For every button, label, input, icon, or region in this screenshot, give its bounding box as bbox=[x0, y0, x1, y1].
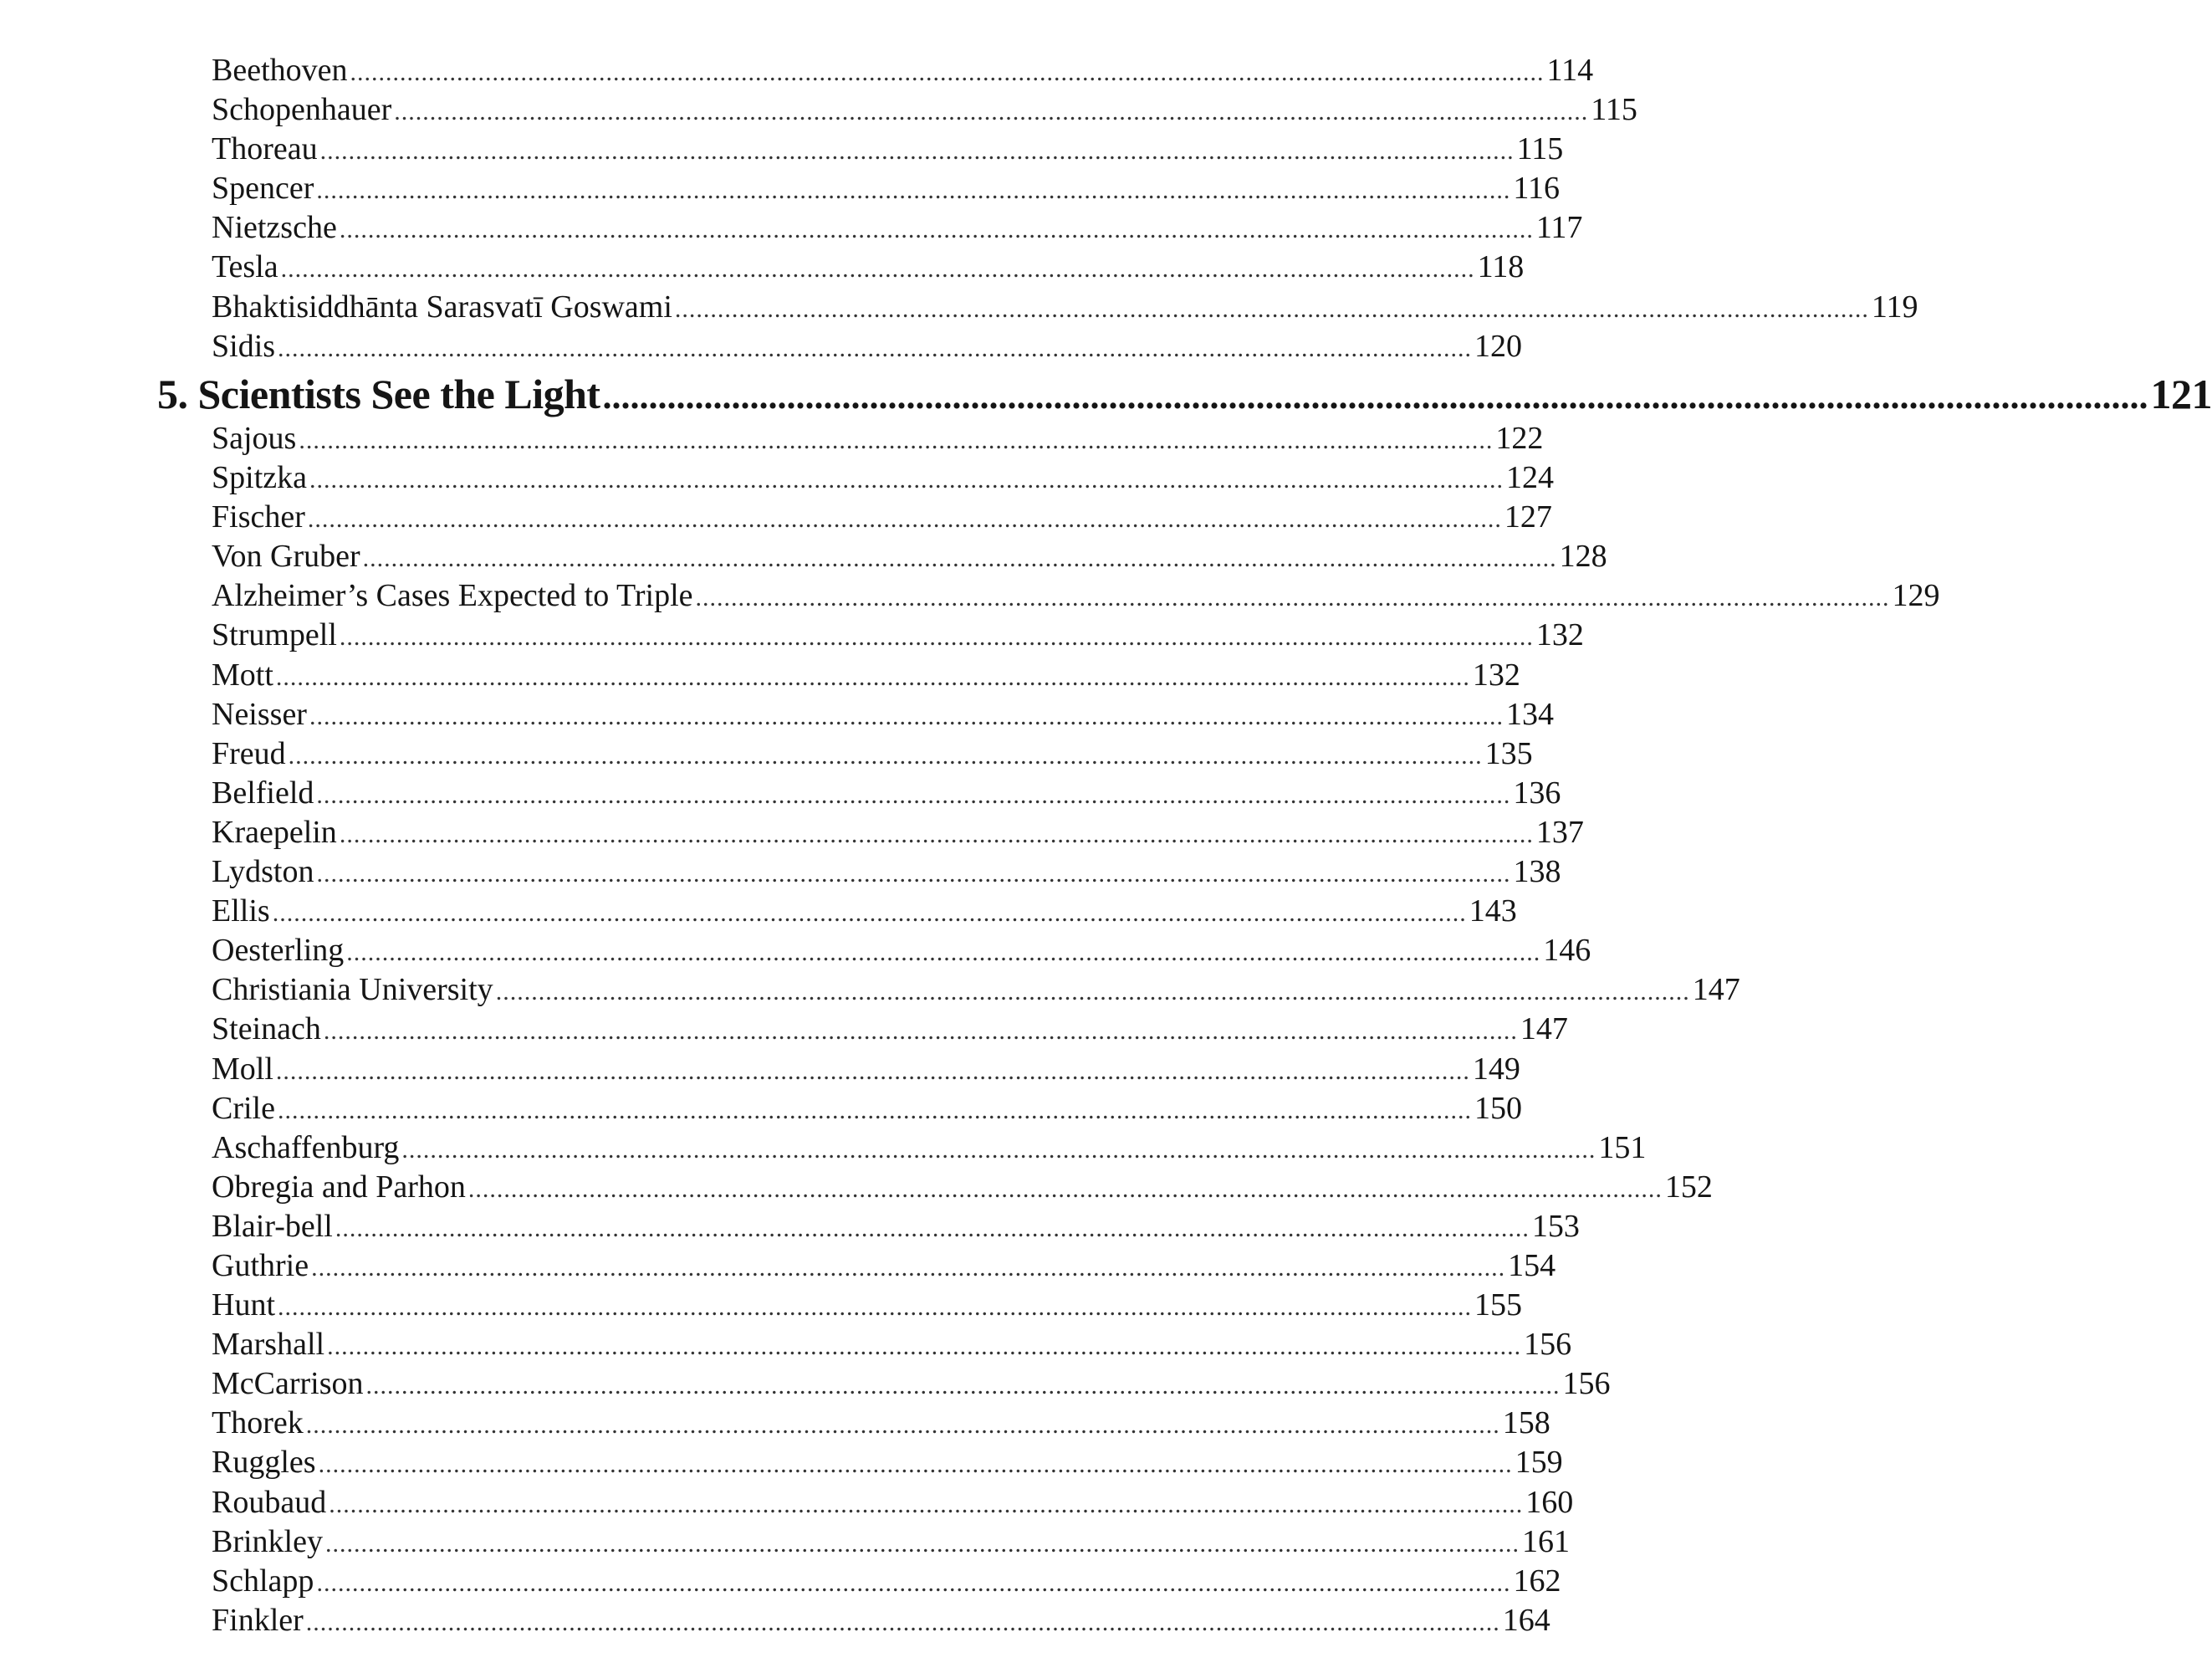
toc-entry[interactable] bbox=[212, 734, 1533, 774]
dot-leader: ........................................................................................................................................................................ bbox=[309, 702, 1504, 730]
toc-entry[interactable] bbox=[212, 458, 1554, 498]
entry-page-number: 132 bbox=[1535, 617, 1584, 653]
dot-leader: ........................................................................................................................................................................ bbox=[288, 741, 1483, 770]
dot-leader: ........................................................................................................................................................................ bbox=[307, 505, 1502, 534]
entry-title: Spencer bbox=[212, 171, 314, 207]
toc-entry[interactable] bbox=[212, 1443, 1563, 1482]
toc-entry[interactable] bbox=[212, 1601, 1550, 1640]
entry-title: Bhaktisiddhānta Sarasvatī Goswami bbox=[212, 289, 672, 325]
entry-page-number: 119 bbox=[1871, 289, 1918, 325]
entry-page-number: 122 bbox=[1495, 421, 1544, 456]
entry-page-number: 160 bbox=[1525, 1484, 1574, 1520]
entry-title: Sidis bbox=[212, 328, 276, 364]
dot-leader: ........................................................................................................................................................................ bbox=[278, 334, 1473, 362]
dot-leader: ........................................................................................................................................................................ bbox=[335, 1214, 1530, 1242]
entry-page-number: 114 bbox=[1546, 53, 1594, 88]
dot-leader: ........................................................................................................................................................................ bbox=[277, 1096, 1472, 1124]
toc-entry[interactable] bbox=[212, 1128, 1647, 1168]
entry-title: Belfield bbox=[212, 775, 314, 811]
entry-page-number: 162 bbox=[1513, 1563, 1561, 1599]
entry-title: Finkler bbox=[212, 1602, 304, 1638]
toc-entry[interactable] bbox=[212, 1089, 1522, 1128]
toc-entry[interactable] bbox=[212, 419, 1544, 458]
dot-leader: ........................................................................................................................................................................ bbox=[324, 1529, 1520, 1558]
entry-page-number: 135 bbox=[1484, 735, 1533, 771]
dot-leader: ........................................................................................................................................................................ bbox=[467, 1174, 1663, 1203]
entry-page-number: 159 bbox=[1515, 1445, 1563, 1481]
dot-leader: ........................................................................................................................................................................ bbox=[272, 899, 1467, 928]
dot-leader: ........................................................................................................................................................................ bbox=[305, 1411, 1500, 1440]
entry-title: Schopenhauer bbox=[212, 92, 392, 128]
entry-page-number: 124 bbox=[1505, 460, 1554, 496]
entry-title: Von Gruber bbox=[212, 539, 360, 575]
entry-title: Spitzka bbox=[212, 460, 307, 496]
toc-entry[interactable] bbox=[212, 288, 1918, 327]
toc-entry[interactable] bbox=[212, 208, 1583, 248]
entry-page-number: 155 bbox=[1474, 1287, 1522, 1323]
chapter-heading[interactable] bbox=[157, 366, 2212, 422]
entry-page-number: 128 bbox=[1559, 539, 1607, 575]
toc-entry[interactable] bbox=[212, 90, 1637, 130]
entry-page-number: 138 bbox=[1513, 854, 1561, 890]
entry-title: Oesterling bbox=[212, 933, 345, 969]
entry-page-number: 115 bbox=[1591, 92, 1637, 128]
dot-leader: ........................................................................................................................................................................ bbox=[674, 294, 1869, 323]
dot-leader: ........................................................................................................................................................................ bbox=[339, 623, 1534, 652]
entry-page-number: 115 bbox=[1516, 131, 1564, 167]
dot-leader: ........................................................................................................................................................................ bbox=[394, 98, 1589, 126]
dot-leader: ........................................................................................................................................................................ bbox=[327, 1333, 1522, 1361]
dot-leader: ........................................................................................................................................................................ bbox=[275, 663, 1470, 691]
entry-title: Hunt bbox=[212, 1287, 275, 1323]
dot-leader: ........................................................................................................................................................................ bbox=[401, 1135, 1596, 1164]
entry-title: Blair-bell bbox=[212, 1208, 333, 1244]
dot-leader: ........................................................................................................................................................................ bbox=[323, 1017, 1518, 1046]
toc-entry[interactable] bbox=[212, 1325, 1572, 1364]
toc-entry[interactable] bbox=[212, 327, 1523, 366]
entry-page-number: 156 bbox=[1524, 1327, 1572, 1363]
toc-entry[interactable] bbox=[212, 1404, 1550, 1443]
dot-leader: ........................................................................................................................................................................ bbox=[346, 939, 1541, 967]
entry-page-number: 164 bbox=[1502, 1602, 1550, 1638]
toc-entry[interactable] bbox=[212, 1050, 1520, 1089]
dot-leader: ........................................................................................................................................................................ bbox=[311, 1253, 1506, 1282]
entry-title: Crile bbox=[212, 1090, 275, 1126]
chapter-entries bbox=[0, 419, 1940, 1640]
entry-title: Alzheimer’s Cases Expected to Triple bbox=[212, 578, 693, 614]
toc-entry[interactable] bbox=[212, 656, 1520, 695]
entry-page-number: 153 bbox=[1531, 1208, 1580, 1244]
entry-title: Steinach bbox=[212, 1011, 321, 1047]
toc-entry[interactable] bbox=[212, 1168, 1713, 1207]
toc-entry[interactable] bbox=[212, 498, 1552, 537]
dot-leader: ........................................................................................................................................................................ bbox=[280, 255, 1475, 284]
entry-page-number: 156 bbox=[1562, 1366, 1611, 1402]
entry-title: Ellis bbox=[212, 893, 270, 929]
toc-entry[interactable] bbox=[212, 537, 1607, 576]
entry-title: Obregia and Parhon bbox=[212, 1169, 466, 1205]
toc-entry[interactable] bbox=[212, 1522, 1570, 1562]
toc-entry[interactable] bbox=[212, 892, 1517, 931]
entry-page-number: 158 bbox=[1502, 1405, 1550, 1441]
dot-leader: ........................................................................................................................................................................ bbox=[362, 545, 1557, 573]
entry-title: Roubaud bbox=[212, 1484, 327, 1520]
entry-title: McCarrison bbox=[212, 1366, 364, 1402]
toc-entry[interactable] bbox=[212, 1246, 1556, 1286]
toc-entry[interactable] bbox=[212, 774, 1561, 813]
dot-leader: ........................................................................................................................................................................ bbox=[275, 1056, 1470, 1085]
chapter-heading-group bbox=[0, 366, 2212, 422]
entry-title: Guthrie bbox=[212, 1247, 309, 1283]
entry-page-number: 120 bbox=[1474, 328, 1523, 364]
entry-page-number: 151 bbox=[1598, 1129, 1647, 1165]
entry-page-number: 127 bbox=[1504, 499, 1552, 535]
entry-title: Nietzsche bbox=[212, 210, 337, 246]
entry-title: Ruggles bbox=[212, 1445, 316, 1481]
toc-entry[interactable] bbox=[212, 1010, 1568, 1049]
entry-page-number: 161 bbox=[1521, 1523, 1570, 1559]
entry-page-number: 117 bbox=[1535, 210, 1583, 246]
toc-entry[interactable] bbox=[212, 813, 1584, 852]
toc-entry[interactable] bbox=[212, 1562, 1561, 1601]
dot-leader: ........................................................................................................................................................................ bbox=[316, 1568, 1511, 1597]
toc-entry[interactable] bbox=[212, 1207, 1580, 1246]
dot-leader: ........................................................................................................................................................................ bbox=[495, 978, 1690, 1006]
entry-title: Kraepelin bbox=[212, 814, 337, 850]
toc-entry[interactable] bbox=[212, 576, 1940, 616]
dot-leader: ........................................................................................................................................................................ bbox=[316, 780, 1511, 809]
entry-page-number: 150 bbox=[1474, 1090, 1522, 1126]
dot-leader: ........................................................................................................................................................................ bbox=[319, 137, 1515, 166]
dot-leader: ........................................................................................................................................................................ bbox=[316, 860, 1511, 888]
entry-title: Thorek bbox=[212, 1405, 304, 1441]
toc-entry[interactable] bbox=[212, 1286, 1522, 1325]
entry-page-number: 132 bbox=[1472, 657, 1520, 693]
entry-title: Tesla bbox=[212, 249, 278, 285]
dot-leader: ........................................................................................................................................................................ bbox=[318, 1450, 1513, 1479]
entry-title: Christiania University bbox=[212, 972, 493, 1008]
toc-entry[interactable] bbox=[212, 248, 1525, 287]
entry-title: Strumpell bbox=[212, 617, 337, 653]
entry-title: Aschaffenburg bbox=[212, 1129, 400, 1165]
entry-page-number: 147 bbox=[1692, 972, 1740, 1008]
toc-entry[interactable] bbox=[212, 970, 1740, 1010]
toc-entry[interactable] bbox=[212, 51, 1594, 90]
toc-entry[interactable] bbox=[212, 1483, 1574, 1522]
entry-title: Neisser bbox=[212, 696, 307, 732]
entry-title: Mott bbox=[212, 657, 273, 693]
entry-page-number: 149 bbox=[1472, 1051, 1520, 1087]
entry-title: Thoreau bbox=[212, 131, 318, 167]
entry-title: Fischer bbox=[212, 499, 305, 535]
toc-entry[interactable] bbox=[212, 852, 1561, 892]
chapter-page-number: 121 bbox=[2150, 371, 2212, 417]
entry-title: Moll bbox=[212, 1051, 273, 1087]
dot-leader: ........................................................................................................................................................................ bbox=[305, 1608, 1500, 1636]
dot-leader: ........................................................................................................................................................................ bbox=[695, 584, 1890, 612]
dot-leader: ........................................................................................................................................................................ bbox=[299, 427, 1494, 454]
entry-page-number: 154 bbox=[1508, 1247, 1556, 1283]
previous-chapter-entries bbox=[0, 51, 1918, 366]
dot-leader: ........................................................................................................................................................................ bbox=[339, 820, 1534, 848]
toc-entry[interactable] bbox=[212, 169, 1560, 208]
entry-title: Sajous bbox=[212, 421, 297, 456]
entry-title: Marshall bbox=[212, 1327, 325, 1363]
toc-entry[interactable] bbox=[212, 1364, 1611, 1404]
dot-leader: ........................................................................................................................................................................ bbox=[350, 59, 1545, 86]
toc-entry[interactable] bbox=[212, 931, 1591, 970]
entry-page-number: 147 bbox=[1520, 1011, 1568, 1047]
dot-leader: ........................................................................................................................................................................ bbox=[329, 1490, 1524, 1518]
dot-leader: ........................................................................................................................................................................ bbox=[316, 177, 1511, 205]
dot-leader: ........................................................................................................................................................................ bbox=[278, 1293, 1472, 1322]
entry-title: Brinkley bbox=[212, 1523, 323, 1559]
entry-page-number: 118 bbox=[1477, 249, 1525, 285]
entry-page-number: 134 bbox=[1505, 696, 1554, 732]
entry-title: Lydston bbox=[212, 854, 314, 890]
dot-leader: ........................................................................................................................................................................ bbox=[309, 466, 1504, 494]
dot-leader: ........................................................................................................................................................................ bbox=[339, 216, 1534, 244]
toc-entry[interactable] bbox=[212, 616, 1584, 655]
entry-title: Schlapp bbox=[212, 1563, 314, 1599]
toc-entry[interactable] bbox=[212, 695, 1554, 734]
entry-page-number: 116 bbox=[1513, 171, 1560, 207]
entry-page-number: 146 bbox=[1543, 933, 1591, 969]
dot-leader: ........................................................................................................................................................................ bbox=[365, 1372, 1561, 1400]
entry-page-number: 152 bbox=[1664, 1169, 1713, 1205]
entry-title: Freud bbox=[212, 735, 286, 771]
chapter-title: 5. Scientists See the Light bbox=[157, 371, 600, 417]
dot-leader: ........................................................................................................................................................................ bbox=[602, 376, 2148, 417]
entry-page-number: 143 bbox=[1469, 893, 1517, 929]
toc-entry[interactable] bbox=[212, 130, 1564, 169]
entry-page-number: 129 bbox=[1892, 578, 1940, 614]
entry-page-number: 137 bbox=[1535, 814, 1584, 850]
entry-title: Beethoven bbox=[212, 53, 348, 88]
entry-page-number: 136 bbox=[1513, 775, 1561, 811]
